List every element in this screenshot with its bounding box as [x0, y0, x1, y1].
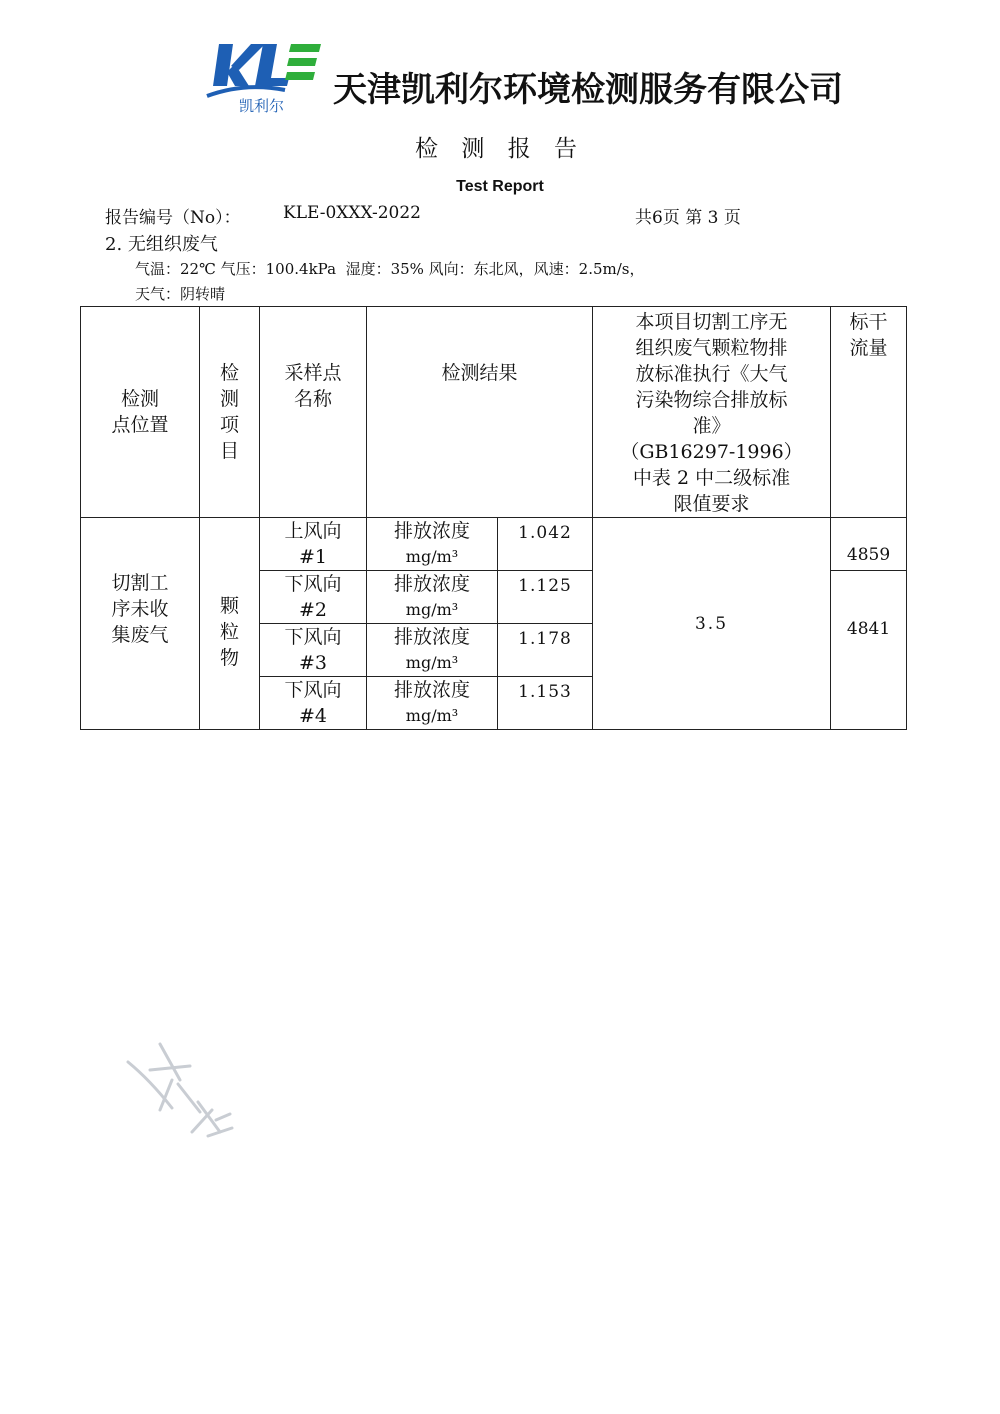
weather-conditions: 气温：22℃ 气压：100.4kPa 湿度：35% 风向：东北风，风速：2.5m/s，	[135, 260, 645, 278]
header-item-char: 项	[219, 414, 239, 436]
sample-point-line: 下风向	[284, 573, 342, 595]
standard-line: 组织废气颗粒物排	[635, 337, 788, 359]
metric-cell	[367, 518, 498, 571]
signature-mark	[120, 1040, 250, 1150]
standard-value: 3.5	[694, 614, 729, 634]
header-item-char: 检	[219, 362, 239, 384]
report-no-value: KLE-0XXX-2022	[283, 203, 421, 223]
header-location-line: 检测	[120, 388, 159, 410]
standard-line: 限值要求	[673, 493, 750, 515]
standard-line: 污染物综合排放标	[635, 389, 788, 411]
report-title-cn: 检 测 报 告	[415, 136, 585, 162]
standard-line: （GB16297-1996）	[620, 441, 803, 463]
location-line: 切割工	[111, 571, 169, 594]
sample-point-cell	[260, 624, 367, 677]
location-cell	[81, 518, 200, 730]
header-result-text: 检测结果	[441, 362, 518, 384]
value-cell: 1.042	[498, 518, 593, 571]
header-flow	[831, 307, 907, 518]
metric-cell	[367, 571, 498, 624]
header-flow-line: 流量	[849, 337, 888, 359]
page-indicator: 共6页 第 3 页	[635, 208, 741, 228]
sample-point-cell	[260, 677, 367, 730]
item-char: 粒	[219, 620, 239, 643]
standard-line: 准》	[692, 415, 731, 437]
sample-point-line: 下风向	[284, 679, 342, 701]
flow-cell	[831, 571, 907, 730]
header-item	[200, 307, 260, 518]
sample-point-cell	[260, 518, 367, 571]
standard-value-cell	[593, 518, 831, 730]
metric-cell	[367, 624, 498, 677]
sample-point-line: #2	[298, 599, 327, 621]
header-standard	[593, 307, 831, 518]
standard-line: 放标准执行《大气	[635, 363, 788, 385]
sample-point-line: #1	[298, 546, 327, 568]
value-cell: 1.178	[498, 624, 593, 677]
location-line: 序未收	[111, 597, 169, 620]
metric-unit: mg/m³	[405, 653, 459, 672]
value-cell: 1.125	[498, 571, 593, 624]
metric-label: 排放浓度	[393, 520, 470, 542]
metric-label: 排放浓度	[393, 679, 470, 701]
header-item-char: 测	[219, 388, 239, 410]
flow-value: 4841	[846, 619, 891, 639]
standard-line: 本项目切割工序无	[635, 311, 788, 333]
header-sample-line: 采样点	[284, 362, 342, 384]
value-cell: 1.153	[498, 677, 593, 730]
metric-label: 排放浓度	[393, 626, 470, 648]
results-table	[80, 306, 907, 730]
table-row	[81, 518, 907, 571]
kle-logo	[205, 38, 323, 114]
header-location-line: 点位置	[111, 414, 169, 436]
item-char: 物	[219, 646, 239, 669]
sample-point-line: #3	[298, 652, 327, 674]
flow-value: 4859	[846, 545, 891, 565]
sample-point-line: 上风向	[284, 520, 342, 542]
header-location	[81, 307, 200, 518]
weather-sky: 天气：阴转晴	[135, 285, 226, 303]
section-title: 2. 无组织废气	[105, 234, 218, 255]
table-header-row	[81, 307, 907, 518]
logo-subtext: 凯利尔	[239, 97, 285, 114]
sample-point-line: #4	[298, 705, 327, 727]
report-header	[205, 38, 843, 118]
header-result	[367, 307, 593, 518]
metric-label: 排放浓度	[393, 573, 470, 595]
metric-unit: mg/m³	[405, 547, 459, 566]
location-line: 集废气	[111, 623, 169, 646]
sample-point-line: 下风向	[284, 626, 342, 648]
company-name: 天津凯利尔环境检测服务有限公司	[333, 70, 843, 110]
item-cell	[200, 518, 260, 730]
report-title-en: Test Report	[456, 178, 544, 195]
metric-cell	[367, 677, 498, 730]
sample-point-cell	[260, 571, 367, 624]
header-flow-line: 标干	[849, 311, 888, 333]
header-sample-line: 名称	[293, 388, 332, 410]
metric-unit: mg/m³	[405, 600, 459, 619]
header-sample-point	[260, 307, 367, 518]
metric-unit: mg/m³	[405, 706, 459, 725]
item-char: 颗	[219, 594, 239, 617]
flow-cell	[831, 518, 907, 571]
standard-line: 中表 2 中二级标准	[632, 467, 791, 489]
header-item-char: 目	[219, 440, 239, 462]
report-no-label: 报告编号（No）：	[105, 208, 241, 228]
